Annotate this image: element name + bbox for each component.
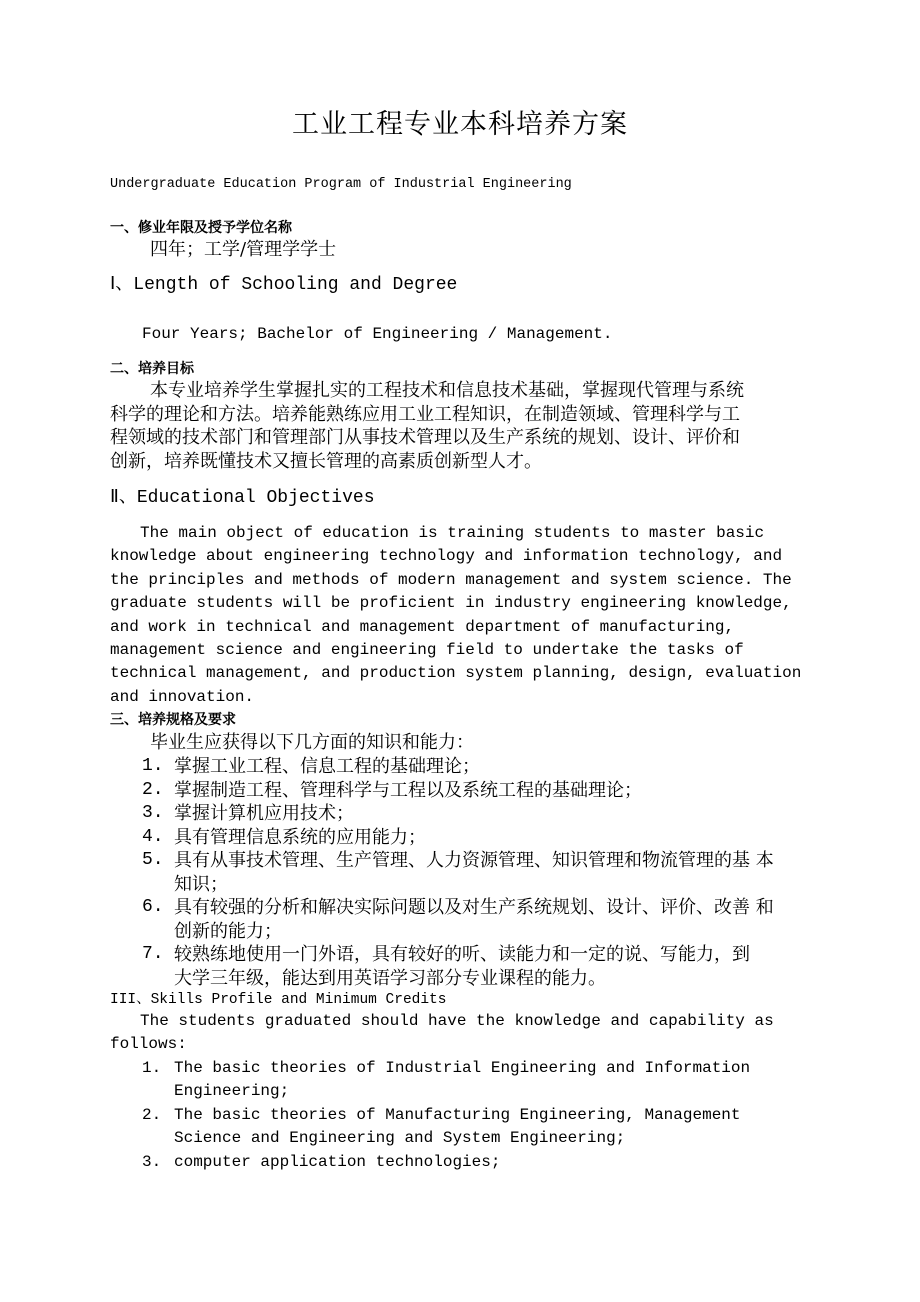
list-item (142, 826, 774, 850)
paragraph-line: and innovation. (110, 687, 255, 706)
list-item-line: 较熟练地使用一门外语，具有较好的听、读能力和一定的说、写能力，到 (174, 944, 750, 965)
section-2-heading-cn: 二、培养目标 (110, 361, 194, 377)
paragraph-line: 科学的理论和方法。培养能熟练应用工业工程知识，在制造领域、管理科学与工 (110, 403, 740, 425)
section-1-heading-en: Ⅰ、Length of Schooling and Degree (110, 275, 458, 295)
list-item-line: computer application technologies; (174, 1152, 501, 1171)
section-3-intro-en (110, 1010, 774, 1057)
list-item (142, 1104, 750, 1151)
list-number: 6. (142, 897, 164, 917)
list-item (142, 943, 774, 990)
section-2-body-en (110, 522, 801, 709)
paragraph-line: 程领域的技术部门和管理部门从事技术管理以及生产系统的规划、设计、评价和 (110, 427, 740, 448)
list-item (142, 802, 774, 826)
list-number: 2. (142, 779, 164, 800)
section-3-list-cn (142, 755, 774, 990)
paragraph-line: knowledge about engineering technology and information technology, and (110, 547, 783, 566)
document-title: 工业工程专业本科培养方案 (292, 109, 628, 140)
section-1-body-cn: 四年；工学/管理学学士 (150, 239, 337, 260)
section-3-heading-en: III、Skills Profile and Minimum Credits (110, 992, 447, 1008)
list-number: 3. (142, 1152, 162, 1171)
list-item (142, 779, 774, 803)
list-item-line: The basic theories of Manufacturing Engineering, Management (174, 1105, 741, 1124)
paragraph-line: and work in technical and management department of manufacturing, (110, 617, 735, 636)
list-item-line: 掌握制造工程、管理科学与工程以及系统工程的基础理论； (174, 779, 642, 801)
document-subtitle: Undergraduate Education Program of Industrial Engineering (110, 177, 572, 192)
list-item-line: 大学三年级，能达到用英语学习部分专业课程的能力。 (174, 967, 606, 989)
list-item (142, 1151, 750, 1174)
paragraph-line: 本专业培养学生掌握扎实的工程技术和信息技术基础，掌握现代管理与系统 (150, 380, 744, 401)
list-number: 5. (142, 850, 164, 870)
section-1-body-en: Four Years; Bachelor of Engineering / Management. (142, 325, 613, 343)
section-2-body-cn (110, 379, 744, 473)
paragraph-line: management science and engineering field to undertake the tasks of (110, 640, 744, 659)
list-item-line: 具有较强的分析和解决实际问题以及对生产系统规划、设计、评价、改善 和 (174, 897, 774, 918)
list-item-line: 创新的能力； (174, 920, 282, 942)
list-item-line: Engineering; (174, 1082, 290, 1101)
paragraph-line: graduate students will be proficient in industry engineering knowledge, (110, 594, 792, 613)
section-1-heading-cn: 一、修业年限及授予学位名称 (110, 220, 292, 236)
list-item (142, 1057, 750, 1104)
section-2-heading-en: Ⅱ、Educational Objectives (110, 488, 375, 508)
list-item-line: 掌握工业工程、信息工程的基础理论； (174, 756, 480, 777)
paragraph-line: The main object of education is training students to master basic (140, 524, 765, 542)
paragraph-line: the principles and methods of modern management and system science. The (110, 570, 792, 589)
section-3-heading-cn: 三、培养规格及要求 (110, 712, 236, 728)
list-number: 1. (142, 1059, 162, 1077)
list-number: 7. (142, 944, 164, 964)
list-number: 4. (142, 826, 164, 847)
list-item (142, 755, 774, 779)
list-item-line: 具有管理信息系统的应用能力； (174, 826, 426, 848)
list-item (142, 896, 774, 943)
list-item-line: 知识； (174, 873, 228, 895)
list-number: 3. (142, 803, 164, 823)
list-number: 2. (142, 1105, 162, 1124)
list-item (142, 849, 774, 896)
section-3-intro-cn: 毕业生应获得以下几方面的知识和能力： (150, 732, 474, 753)
paragraph-line: technical management, and production system planning, design, evaluation (110, 664, 802, 683)
paragraph-line: follows: (110, 1035, 187, 1054)
section-3-list-en (142, 1057, 750, 1174)
paragraph-line: 创新，培养既懂技术又擅长管理的高素质创新型人才。 (110, 450, 542, 472)
paragraph-line: The students graduated should have the knowledge and capability as (140, 1012, 774, 1030)
list-item-line: The basic theories of Industrial Engineering and Information (174, 1059, 751, 1077)
list-item-line: 掌握计算机应用技术； (174, 803, 354, 824)
list-item-line: 具有从事技术管理、生产管理、人力资源管理、知识管理和物流管理的基 本 (174, 850, 774, 871)
list-item-line: Science and Engineering and System Engineering; (174, 1129, 626, 1148)
list-number: 1. (142, 756, 164, 776)
